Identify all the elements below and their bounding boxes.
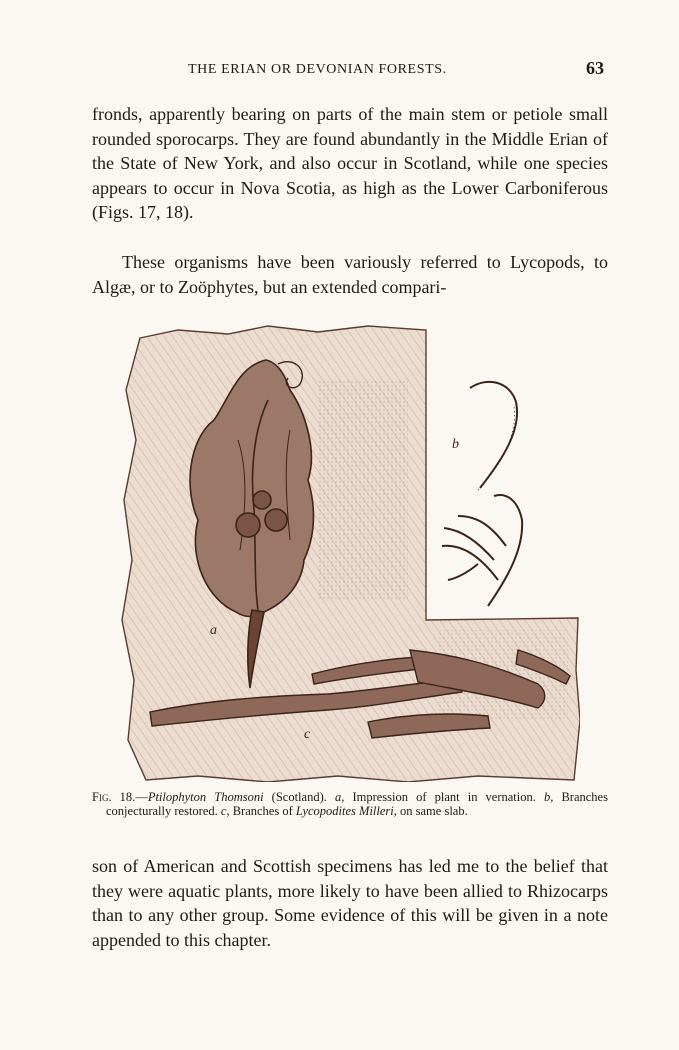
- fossil-b: [442, 382, 522, 606]
- label-c: c: [304, 727, 311, 742]
- label-b: b: [452, 437, 459, 452]
- caption-species: Ptilophyton Thomsoni: [147, 790, 264, 804]
- figure-ptilophyton: [118, 320, 580, 782]
- caption-genus: Lycopodites Milleri: [295, 804, 394, 818]
- caption-fig-label: Fig. 18.: [92, 790, 136, 804]
- paragraph-2: These organisms have been variously referred to Lycopods, to Algæ, or to Zoöphytes, but an extended compari-: [92, 252, 608, 297]
- figure-caption: Fig. 18.—Ptilophyton Thomsoni (Scotland). a, Impression of plant in vernation. b, Branches conjecturally restored. c, Branches of Lycopodites Milleri, on same slab.: [92, 790, 608, 818]
- paragraph-3: son of American and Scottish specimens has led me to the belief that they were aquatic plants, more likely to have been allied to Rhizocarps than to any other group. Some evidence of this will be given in a note appended to this chapter.: [92, 856, 608, 950]
- fossil-engraving: [118, 320, 580, 782]
- running-head: THE ERIAN OR DEVONIAN FORESTS.: [188, 62, 447, 77]
- page-header: [92, 60, 604, 86]
- label-a: a: [210, 623, 217, 638]
- page-number: 63: [586, 58, 604, 78]
- paragraph-1: fronds, apparently bearing on parts of the main stem or petiole small rounded sporocarps. They are found abundantly in the Middle Erian of the State of New York, and also occur in Scotland, while one species appears to occur in Nova Scotia, as high as the Lower Carboniferous (Figs. 17, 18).: [92, 104, 608, 223]
